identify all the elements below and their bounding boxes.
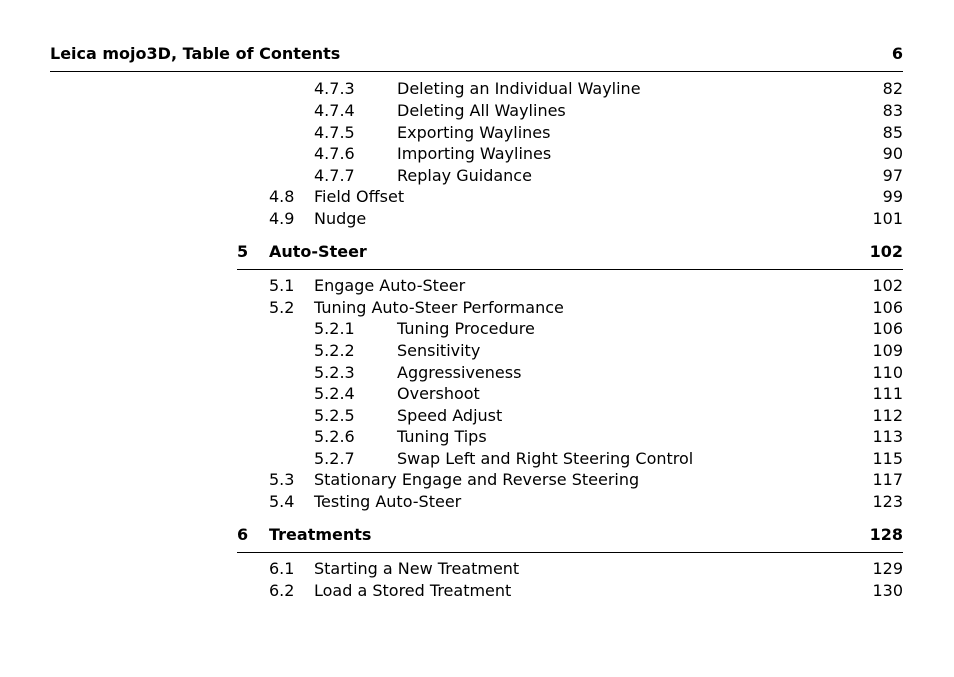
- chapter-number: 6: [237, 525, 249, 544]
- entry-page: 90: [882, 144, 903, 163]
- entry-number: 5.2.1: [314, 319, 355, 338]
- entry-title: Tuning Tips: [397, 427, 487, 446]
- toc-entry[interactable]: [269, 275, 903, 296]
- toc-entry[interactable]: [314, 100, 903, 121]
- toc-entry[interactable]: [314, 340, 903, 361]
- entry-page: 82: [882, 79, 903, 98]
- entry-page: 110: [872, 363, 903, 382]
- entry-number: 5.2.7: [314, 449, 355, 468]
- entry-page: 85: [882, 123, 903, 142]
- entry-title: Nudge: [314, 209, 367, 228]
- entry-page: 101: [872, 209, 903, 228]
- entry-title: Deleting an Individual Wayline: [397, 79, 641, 98]
- entry-page: 102: [872, 276, 903, 295]
- entry-page: 97: [882, 166, 903, 185]
- entry-page: 83: [882, 101, 903, 120]
- entry-number: 4.7.7: [314, 166, 355, 185]
- toc-entry[interactable]: [314, 78, 903, 99]
- toc-entry[interactable]: [314, 122, 903, 143]
- entry-number: 5.1: [269, 276, 295, 295]
- toc-entry[interactable]: [314, 426, 903, 447]
- page-header: [50, 44, 903, 64]
- toc-entry[interactable]: [314, 165, 903, 186]
- entry-number: 5.2: [269, 298, 295, 317]
- entry-title: Importing Waylines: [397, 144, 552, 163]
- chapter-page: 102: [869, 242, 903, 261]
- entry-page: 109: [872, 341, 903, 360]
- entry-page: 111: [872, 384, 903, 403]
- entry-page: 129: [872, 559, 903, 578]
- entry-title: Speed Adjust: [397, 406, 503, 425]
- chapter-divider: [237, 269, 903, 270]
- entry-page: 112: [872, 406, 903, 425]
- toc-entry[interactable]: [269, 186, 903, 207]
- entry-number: 5.2.4: [314, 384, 355, 403]
- entry-number: 5.3: [269, 470, 295, 489]
- entry-page: 130: [872, 581, 903, 600]
- header-divider: [50, 71, 903, 72]
- toc-entry[interactable]: [314, 362, 903, 383]
- entry-title: Exporting Waylines: [397, 123, 551, 142]
- entry-title: Field Offset: [314, 187, 405, 206]
- entry-page: 106: [872, 319, 903, 338]
- chapter-title: Treatments: [269, 525, 372, 544]
- entry-number: 4.7.6: [314, 144, 355, 163]
- entry-title: Tuning Procedure: [397, 319, 535, 338]
- entry-page: 99: [882, 187, 903, 206]
- entry-title: Stationary Engage and Reverse Steering: [314, 470, 640, 489]
- entry-title: Testing Auto-Steer: [314, 492, 462, 511]
- toc-entry[interactable]: [314, 143, 903, 164]
- entry-number: 4.8: [269, 187, 295, 206]
- entry-page: 113: [872, 427, 903, 446]
- entry-title: Engage Auto-Steer: [314, 276, 466, 295]
- toc-entry[interactable]: [269, 491, 903, 512]
- entry-page: 106: [872, 298, 903, 317]
- entry-title: Aggressiveness: [397, 363, 522, 382]
- entry-page: 117: [872, 470, 903, 489]
- toc-entry[interactable]: [269, 580, 903, 601]
- entry-title: Load a Stored Treatment: [314, 581, 512, 600]
- entry-number: 4.7.4: [314, 101, 355, 120]
- toc-entry[interactable]: [314, 318, 903, 339]
- toc-chapter[interactable]: [237, 241, 903, 262]
- page-number: 6: [891, 44, 903, 63]
- chapter-page: 128: [869, 525, 903, 544]
- toc-entry[interactable]: [269, 208, 903, 229]
- entry-title: Swap Left and Right Steering Control: [397, 449, 694, 468]
- entry-number: 4.7.5: [314, 123, 355, 142]
- chapter-number: 5: [237, 242, 249, 261]
- document-title: Leica mojo3D, Table of Contents: [50, 44, 341, 63]
- toc-entry[interactable]: [269, 558, 903, 579]
- toc-entry[interactable]: [269, 469, 903, 490]
- entry-title: Overshoot: [397, 384, 480, 403]
- entry-number: 5.2.2: [314, 341, 355, 360]
- toc-entry[interactable]: [314, 448, 903, 469]
- entry-number: 5.2.6: [314, 427, 355, 446]
- entry-title: Replay Guidance: [397, 166, 532, 185]
- entry-number: 5.2.5: [314, 406, 355, 425]
- toc-entry[interactable]: [269, 297, 903, 318]
- entry-number: 5.2.3: [314, 363, 355, 382]
- toc-entry[interactable]: [314, 405, 903, 426]
- entry-page: 123: [872, 492, 903, 511]
- entry-title: Sensitivity: [397, 341, 481, 360]
- entry-title: Tuning Auto-Steer Performance: [314, 298, 564, 317]
- toc-chapter[interactable]: [237, 524, 903, 545]
- entry-number: 6.2: [269, 581, 295, 600]
- chapter-divider: [237, 552, 903, 553]
- entry-number: 5.4: [269, 492, 295, 511]
- entry-title: Deleting All Waylines: [397, 101, 566, 120]
- chapter-title: Auto-Steer: [269, 242, 367, 261]
- entry-page: 115: [872, 449, 903, 468]
- entry-title: Starting a New Treatment: [314, 559, 520, 578]
- entry-number: 4.7.3: [314, 79, 355, 98]
- entry-number: 4.9: [269, 209, 295, 228]
- entry-number: 6.1: [269, 559, 295, 578]
- toc-entry[interactable]: [314, 383, 903, 404]
